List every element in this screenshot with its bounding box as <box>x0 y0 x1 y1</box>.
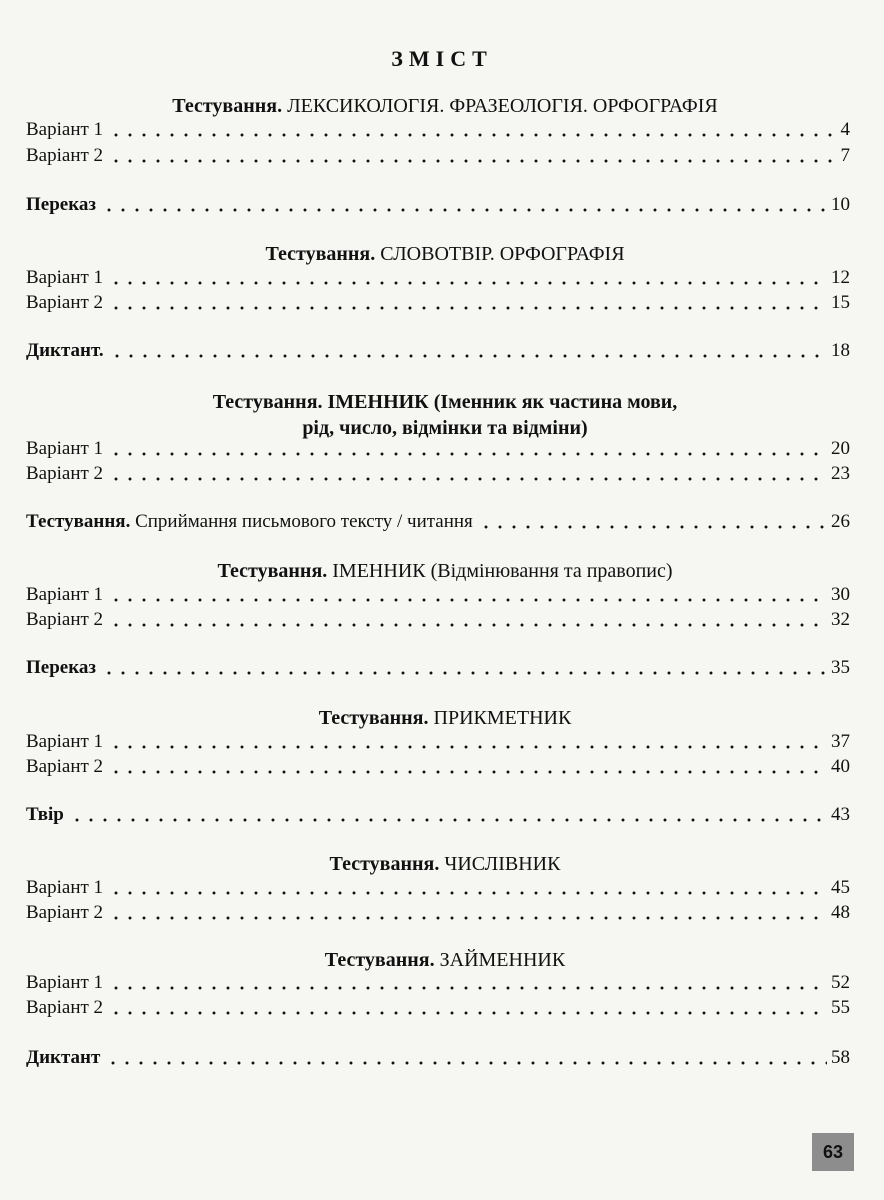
toc-entry-label: Варіант 1 <box>26 267 104 288</box>
toc-entry-label: Варіант 2 <box>26 997 104 1018</box>
section-prefix: Тестування. <box>324 949 435 971</box>
section-prefix: Тестування. <box>318 707 429 729</box>
section-heading-word-formation <box>40 241 850 267</box>
leader-dots <box>70 818 827 822</box>
leader-dots <box>109 986 827 990</box>
toc-entry[interactable] <box>26 339 850 363</box>
toc-entry-page: 26 <box>831 511 850 532</box>
toc-entry-page: 12 <box>831 267 850 288</box>
toc-entry[interactable] <box>26 144 850 168</box>
section-heading-noun-declension <box>40 558 850 584</box>
toc-entry[interactable] <box>26 803 850 827</box>
toc-entry-page: 7 <box>840 145 850 166</box>
leader-dots <box>109 477 827 481</box>
toc-entry[interactable] <box>26 608 850 632</box>
section-topic: ПРИКМЕТНИК <box>428 707 572 729</box>
section-topic: СЛОВОТВІР. ОРФОГРАФІЯ <box>375 243 625 265</box>
toc-entry-label: Варіант 2 <box>26 463 104 484</box>
toc-entry[interactable] <box>26 876 850 900</box>
toc-entry-page: 23 <box>831 463 850 484</box>
section-prefix: Тестування. <box>212 391 323 413</box>
toc-entry-label: Варіант 2 <box>26 902 104 923</box>
toc-entry-page: 40 <box>831 756 850 777</box>
toc-entry-label: Диктант. <box>26 340 104 361</box>
toc-entry-label: Переказ <box>26 194 97 215</box>
toc-entry[interactable] <box>26 266 850 290</box>
leader-dots <box>109 745 827 749</box>
leader-dots <box>109 159 836 163</box>
toc-entry-label: Варіант 1 <box>26 731 104 752</box>
leader-dots <box>109 916 827 920</box>
toc-entry-page: 58 <box>831 1047 850 1068</box>
toc-entry-page: 15 <box>831 292 850 313</box>
leader-dots <box>109 452 827 456</box>
toc-entry-topic: Сприймання письмового тексту / читання <box>130 511 473 532</box>
toc-entry[interactable] <box>26 510 850 534</box>
toc-entry-page: 45 <box>831 877 850 898</box>
toc-entry-label: Варіант 2 <box>26 145 104 166</box>
toc-entry-label: Варіант 1 <box>26 438 104 459</box>
leader-dots <box>109 891 827 895</box>
toc-entry-page: 18 <box>831 340 850 361</box>
section-topic: ІМЕННИК (Відмінювання та правопис) <box>327 560 673 582</box>
toc-entry-label: Варіант 1 <box>26 584 104 605</box>
page-number-badge: 63 <box>812 1133 854 1171</box>
section-topic-continued: рід, число, відмінки та відміни) <box>302 417 588 439</box>
toc-entry-label: Варіант 1 <box>26 877 104 898</box>
toc-entry[interactable] <box>26 583 850 607</box>
toc-entry[interactable] <box>26 291 850 315</box>
leader-dots <box>109 770 827 774</box>
leader-dots <box>109 598 827 602</box>
leader-dots <box>109 1011 827 1015</box>
leader-dots <box>109 281 827 285</box>
toc-entry[interactable] <box>26 118 850 142</box>
section-heading-numeral <box>40 851 850 877</box>
toc-entry-prefix: Тестування. <box>26 511 131 532</box>
leader-dots <box>109 623 827 627</box>
section-topic: ЧИСЛІВНИК <box>439 853 561 875</box>
toc-entry-page: 30 <box>831 584 850 605</box>
section-heading-pronoun <box>40 947 850 973</box>
toc-entry-label: Варіант 2 <box>26 292 104 313</box>
section-prefix: Тестування. <box>217 560 328 582</box>
toc-entry-page: 32 <box>831 609 850 630</box>
toc-entry-page: 10 <box>831 194 850 215</box>
section-topic: ІМЕННИК (Іменник як частина мови, <box>322 391 678 413</box>
leader-dots <box>109 133 836 137</box>
toc-entry-label: Варіант 1 <box>26 119 104 140</box>
toc-entry[interactable] <box>26 462 850 486</box>
toc-entry-label: Варіант 2 <box>26 756 104 777</box>
toc-entry-label: Варіант 1 <box>26 972 104 993</box>
leader-dots <box>110 354 827 358</box>
toc-entry-page: 4 <box>840 119 850 140</box>
toc-entry[interactable] <box>26 996 850 1020</box>
toc-entry-page: 52 <box>831 972 850 993</box>
toc-entry-label: Переказ <box>26 657 97 678</box>
toc-entry-page: 20 <box>831 438 850 459</box>
leader-dots <box>102 671 827 675</box>
leader-dots <box>106 1061 827 1065</box>
leader-dots <box>102 208 827 212</box>
toc-entry-label <box>26 510 473 534</box>
toc-entry-page: 43 <box>831 804 850 825</box>
toc-entry[interactable] <box>26 437 850 461</box>
section-prefix: Тестування. <box>265 243 376 265</box>
toc-entry-page: 55 <box>831 997 850 1018</box>
page-title: ЗМІСТ <box>391 46 493 71</box>
toc-entry[interactable] <box>26 755 850 779</box>
toc-entry[interactable] <box>26 971 850 995</box>
toc-entry-label: Варіант 2 <box>26 609 104 630</box>
leader-dots <box>109 306 827 310</box>
toc-entry-label: Твір <box>26 804 64 825</box>
toc-entry[interactable] <box>26 656 850 680</box>
toc-entry[interactable] <box>26 730 850 754</box>
leader-dots <box>479 525 827 529</box>
section-prefix: Тестування. <box>329 853 440 875</box>
section-heading-lexicology <box>40 93 850 119</box>
section-heading-noun-part-of-speech <box>40 389 850 441</box>
toc-entry[interactable] <box>26 1046 850 1070</box>
section-topic: ЛЕКСИКОЛОГІЯ. ФРАЗЕОЛОГІЯ. ОРФОГРАФІЯ <box>282 95 718 117</box>
toc-entry-label: Диктант <box>26 1047 101 1068</box>
toc-entry-page: 48 <box>831 902 850 923</box>
section-heading-adjective <box>40 705 850 731</box>
section-topic: ЗАЙМЕННИК <box>434 949 566 971</box>
toc-entry[interactable] <box>26 901 850 925</box>
section-prefix: Тестування. <box>172 95 283 117</box>
toc-entry-page: 37 <box>831 731 850 752</box>
toc-entry[interactable] <box>26 193 850 217</box>
toc-entry-page: 35 <box>831 657 850 678</box>
